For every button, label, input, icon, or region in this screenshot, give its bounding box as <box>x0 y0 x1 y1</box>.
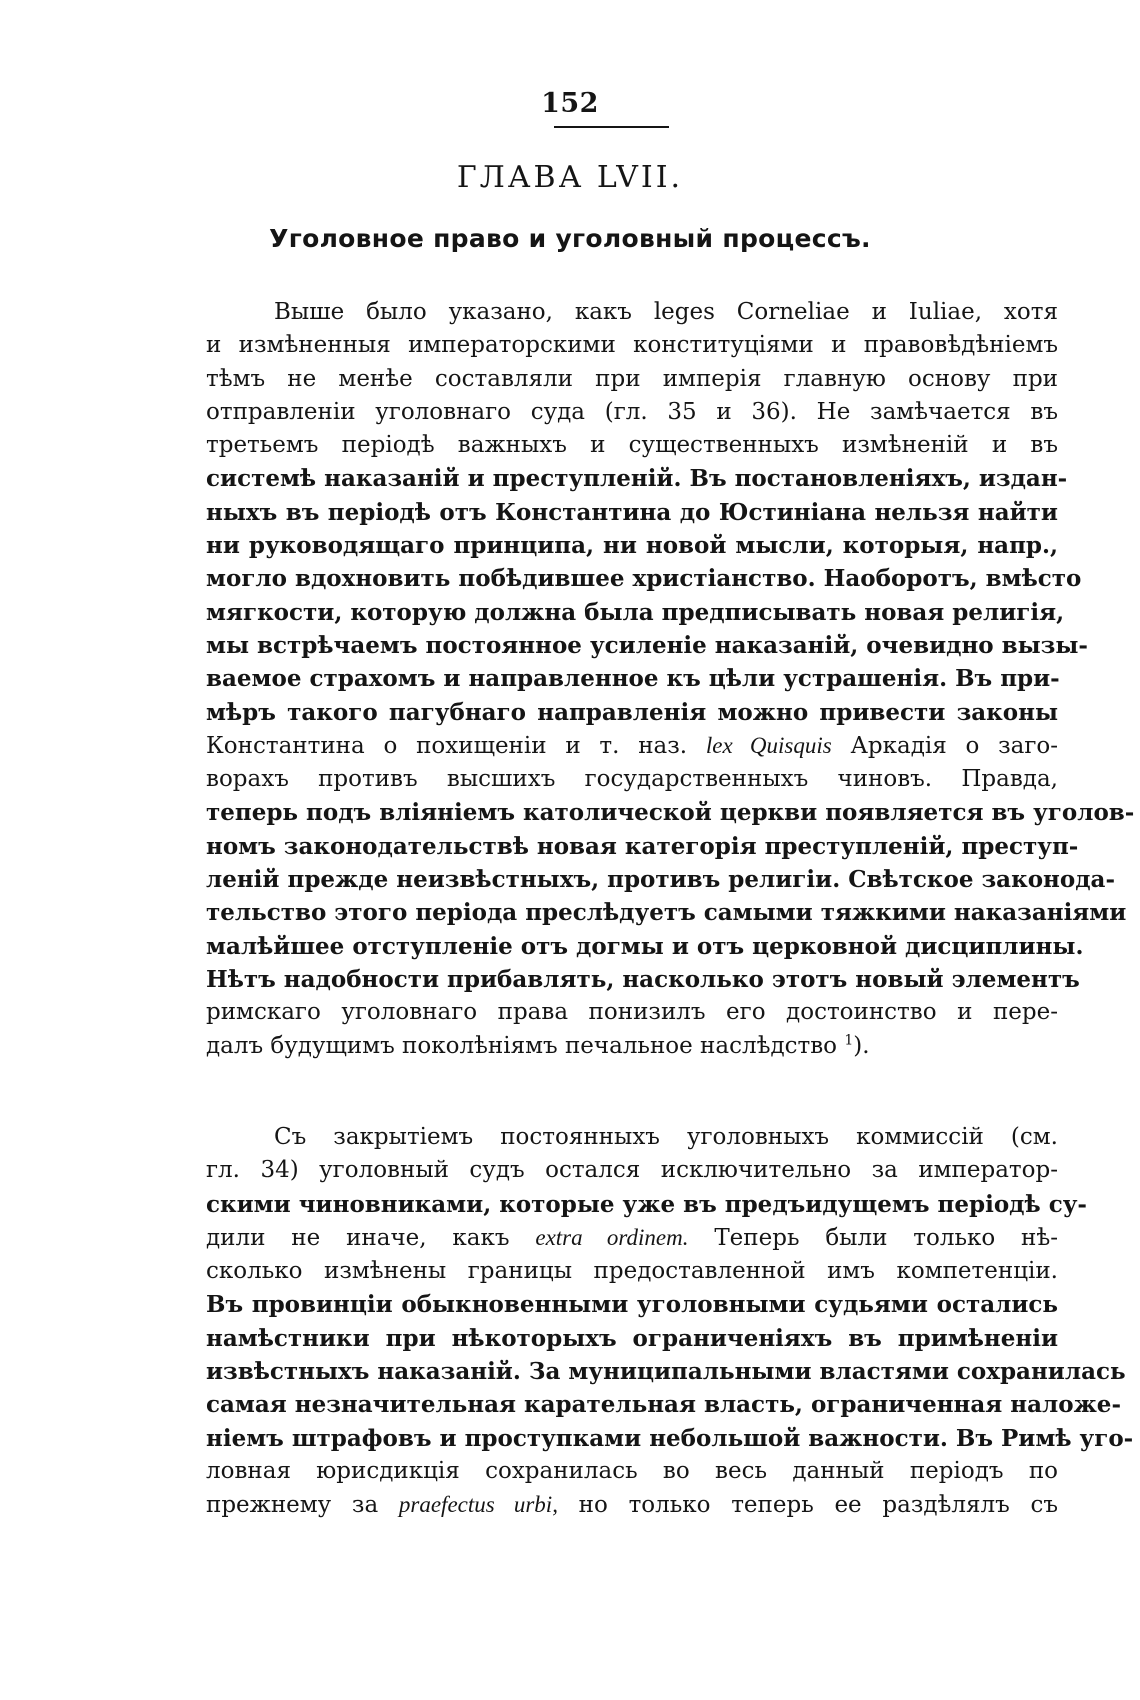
text-line: тельство этого періода преслѣдуетъ самыми тяжкими наказаніями <box>206 899 1127 927</box>
text-line-mixed <box>206 1030 1058 1063</box>
text-line-mixed <box>206 729 1058 763</box>
latin-term: extra ordinem. <box>535 1224 689 1250</box>
text-line: могло вдохновить побѣдившее христіанство. Наоборотъ, вмѣсто <box>206 565 1082 593</box>
paragraph-2 <box>206 1121 1134 1523</box>
text-line: намѣстники при нѣкоторыхъ ограниченіяхъ въ примѣненіи <box>206 1324 1058 1352</box>
text-line: ловная юрисдикція сохранилась во весь данный періодъ по <box>206 1457 1058 1484</box>
text-line: тѣмъ не менѣе составляли при имперія главную основу при <box>206 365 1058 392</box>
text-line: мягкости, которую должна была предписывать новая религія, <box>206 598 1065 626</box>
text-line: ніемъ штрафовъ и проступками небольшой важности. Въ Римѣ уго- <box>206 1424 1134 1452</box>
latin-term: lex Quisquis <box>705 732 832 758</box>
chapter-subtitle: Уголовное право и уголовный процессъ. <box>269 224 871 253</box>
text-line: самая незначительная карательная власть, ограниченная наложе- <box>206 1391 1121 1419</box>
text-line: ваемое страхомъ и направленное къ цѣли устрашенія. Въ при- <box>206 665 1060 693</box>
text-run: Константина о похищеніи и т. наз. <box>206 732 688 759</box>
page-number: 152 <box>541 88 599 119</box>
text-line: римскаго уголовнаго права понизилъ его достоинство и пере- <box>206 999 1058 1026</box>
text-line: третьемъ періодѣ важныхъ и существенныхъ измѣненій и въ <box>206 432 1058 459</box>
text-line: мѣръ такого пагубнаго направленія можно привести законы <box>206 698 1058 726</box>
text-run: но только теперь ее раздѣлялъ съ <box>578 1492 1058 1519</box>
text-run: прежнему за <box>206 1492 379 1519</box>
text-run: далъ будущимъ поколѣніямъ печальное наслѣдство <box>206 1032 838 1059</box>
text-line: Въ провинціи обыкновенными уголовными судьями остались <box>206 1291 1058 1319</box>
text-line: Выше было указано, какъ leges Corneliae и Iuliae, хотя <box>274 299 1058 325</box>
text-line: отправленіи уголовнаго суда (гл. 35 и 36). Не замѣчается въ <box>206 398 1058 425</box>
text-line: Нѣтъ надобности прибавлять, насколько этотъ новый элементъ <box>206 965 1080 993</box>
latin-term: praefectus urbi, <box>398 1492 558 1518</box>
text-run: Аркадія о заго- <box>850 732 1059 759</box>
text-line: ни руководящаго принципа, ни новой мысли, которыя, напр., <box>206 532 1058 560</box>
text-line: скими чиновниками, которые уже въ предъидущемъ періодѣ су- <box>206 1190 1087 1218</box>
text-line-mixed <box>206 1221 1058 1255</box>
text-line: ныхъ въ періодѣ отъ Константина до Юстиніана нельзя найти <box>206 498 1058 526</box>
footnote-marker[interactable]: 1 <box>844 1031 854 1048</box>
text-line: малѣйшее отступленіе отъ догмы и отъ церковной дисциплины. <box>206 932 1084 960</box>
text-line: системѣ наказаній и преступленій. Въ постановленіяхъ, издан- <box>206 465 1068 493</box>
text-line: ворахъ противъ высшихъ государственныхъ чиновъ. Правда, <box>206 766 1058 793</box>
page-number-rule <box>554 126 669 128</box>
text-run: ). <box>853 1032 870 1059</box>
text-line: Съ закрытіемъ постоянныхъ уголовныхъ коммиссій (см. <box>274 1124 1058 1150</box>
text-line: и измѣненныя императорскими конституціями и правовѣдѣніемъ <box>206 332 1058 359</box>
text-line: номъ законодательствѣ новая категорія преступленій, преступ- <box>206 832 1079 860</box>
text-line: гл. 34) уголовный судъ остался исключительно за император- <box>206 1157 1058 1184</box>
text-line: теперь подъ вліяніемъ католической церкви появляется въ уголов- <box>206 799 1135 827</box>
paragraph-1 <box>206 296 1135 1063</box>
text-run: Теперь были только нѣ- <box>714 1224 1059 1251</box>
text-run: дили не иначе, какъ <box>206 1224 510 1251</box>
text-line: леній прежде неизвѣстныхъ, противъ религіи. Свѣтское законода- <box>206 866 1115 894</box>
text-line: мы встрѣчаемъ постоянное усиленіе наказаній, очевидно вызы- <box>206 631 1088 659</box>
text-line: извѣстныхъ наказаній. За муниципальными властями сохранилась <box>206 1358 1126 1386</box>
text-line: сколько измѣнены границы предоставленной имъ компетенціи. <box>206 1258 1058 1285</box>
chapter-heading: ГЛАВА LVII. <box>456 160 684 195</box>
text-line-mixed <box>206 1488 1058 1522</box>
